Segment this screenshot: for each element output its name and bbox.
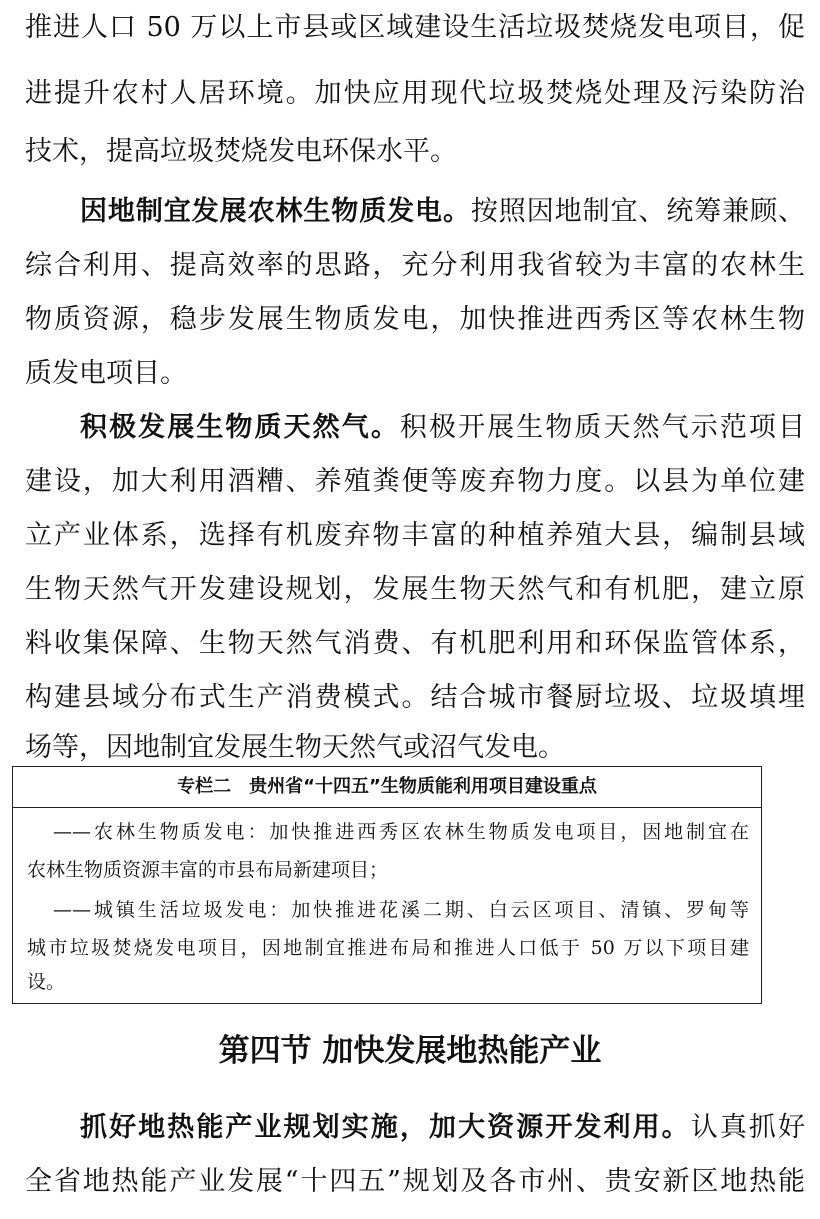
paragraph-line-lead (80, 408, 805, 448)
sidebar-box-line: 农林生物质资源丰富的市县布局新建项目； (27, 859, 389, 881)
paragraph-lead-rest: 积极开展生物质天然气示范项目 (399, 412, 805, 443)
paragraph-lead-bold: 积极发展生物质天然气。 (80, 412, 400, 443)
paragraph-line: 料收集保障、生物天然气消费、有机肥利用和环保监管体系， (25, 628, 805, 659)
paragraph-line: 立产业体系，选择有机废弃物丰富的种植养殖大县，编制县域 (25, 520, 805, 551)
paragraph-line: 全省地热能产业发展“十四五”规划及各市州、贵安新区地热能 (25, 1166, 805, 1197)
paragraph-lead-bold: 抓好地热能产业规划实施，加大资源开发利用。 (80, 1112, 691, 1143)
sidebar-box (12, 766, 762, 1004)
paragraph-line: 构建县域分布式生产消费模式。结合城市餐厨垃圾、垃圾填埋 (25, 682, 805, 713)
paragraph-lead-rest: 按照因地制宜、统筹兼顾、 (470, 196, 805, 227)
paragraph-line: 推进人口 50 万以上市县或区域建设生活垃圾焚烧发电项目，促 (25, 12, 805, 43)
paragraph-line: 技术，提高垃圾焚烧发电环保水平。 (25, 136, 457, 167)
sidebar-box-line: 城市垃圾焚烧发电项目，因地制宜推进布局和推进人口低于 50 万以下项目建 (27, 937, 749, 959)
paragraph-line: 进提升农村人居环境。加快应用现代垃圾焚烧处理及污染防治 (25, 78, 805, 109)
section-heading: 第四节 加快发展地热能产业 (218, 1033, 602, 1069)
sidebar-box-line: 设。 (27, 971, 66, 993)
paragraph-lead-rest: 认真抓好 (690, 1112, 805, 1143)
sidebar-box-line: ——城镇生活垃圾发电：加快推进花溪二期、白云区项目、清镇、罗甸等 (53, 899, 749, 921)
sidebar-box-line: ——农林生物质发电：加快推进西秀区农林生物质发电项目，因地制宜在 (53, 821, 749, 843)
paragraph-line: 生物天然气开发建设规划，发展生物天然气和有机肥，建立原 (25, 574, 805, 605)
sidebar-box-title: 专栏二 贵州省“十四五”生物质能利用项目建设重点 (13, 767, 761, 808)
paragraph-line: 综合利用、提高效率的思路，充分利用我省较为丰富的农林生 (25, 250, 805, 281)
paragraph-line-lead (80, 1108, 805, 1148)
paragraph-line: 质发电项目。 (25, 358, 187, 389)
paragraph-line-lead (80, 192, 805, 232)
paragraph-line: 场等，因地制宜发展生物天然气或沼气发电。 (25, 732, 565, 763)
paragraph-line: 物质资源，稳步发展生物质发电，加快推进西秀区等农林生物 (25, 304, 805, 335)
paragraph-line: 建设，加大利用酒糟、养殖粪便等废弃物力度。以县为单位建 (25, 466, 805, 497)
paragraph-lead-bold: 因地制宜发展农林生物质发电。 (80, 196, 471, 227)
